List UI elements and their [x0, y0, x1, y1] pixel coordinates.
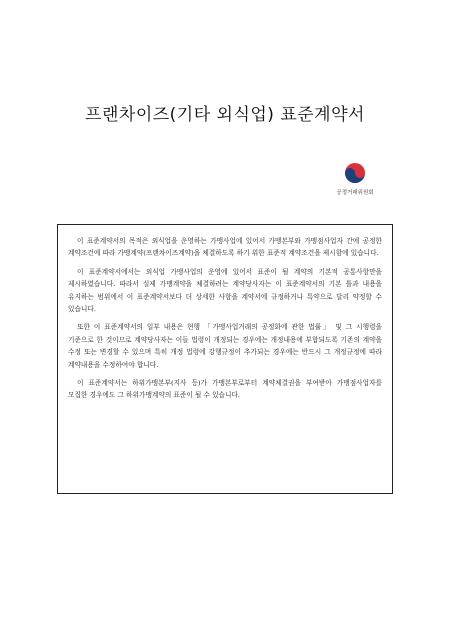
preface-paragraph-3: 또한 이 표준계약서의 일부 내용은 현행 「가맹사업거래의 공정화에 관한 법률」 및 그 시행령을 기준으로 한 것이므로 계약당사자는 이들 법령이 개정되는 경우에는 개정내용에 부합되도록 기존의 계약을 수정 또는 변경할 수 있으며 특히 개정 법령에 강행규정이 추가되는 경우에는 반드시 그 개정규정에 따라 계약내용을 수정하여야 합니다.	[68, 323, 383, 369]
preface-paragraph-4: 이 표준계약서는 하위가맹본부(지사 등)가 가맹본부로부터 계약체결권을 부여받아 가맹점사업자를 모집한 경우에도 그 하위가맹계약의 표준이 될 수 있습니다.	[68, 379, 382, 400]
document-title: 프랜차이즈(기타 외식업) 표준계약서	[85, 105, 365, 125]
preface-box	[57, 224, 393, 494]
preface-paragraph-2: 이 표준계약서에서는 외식업 가맹사업의 운영에 있어서 표준이 될 계약의 기본적 공통사항만을 제시하였습니다. 따라서 실제 가맹계약을 체결하려는 계약당사자는 이 표준계약서의 기본 틀과 내용을 유지하는 범위에서 이 표준계약서보다 더 상세한 사항을 계약서에 규정하거나 특약으로 달리 약정할 수 있습니다.	[68, 267, 382, 314]
preface-paragraph-1: 이 표준계약서의 목적은 외식업을 운영하는 가맹사업에 있어서 가맹본부와 가맹점사업자 간에 공정한 계약조건에 따라 가맹계약(프랜차이즈계약)을 체결하도록 하기 위한 표준적 계약조건을 제시함에 있습니다.	[68, 237, 382, 258]
agency-name: 공정거래위원회	[336, 190, 374, 196]
agency-logo	[325, 160, 385, 200]
taegeuk-emblem-icon	[339, 160, 371, 186]
